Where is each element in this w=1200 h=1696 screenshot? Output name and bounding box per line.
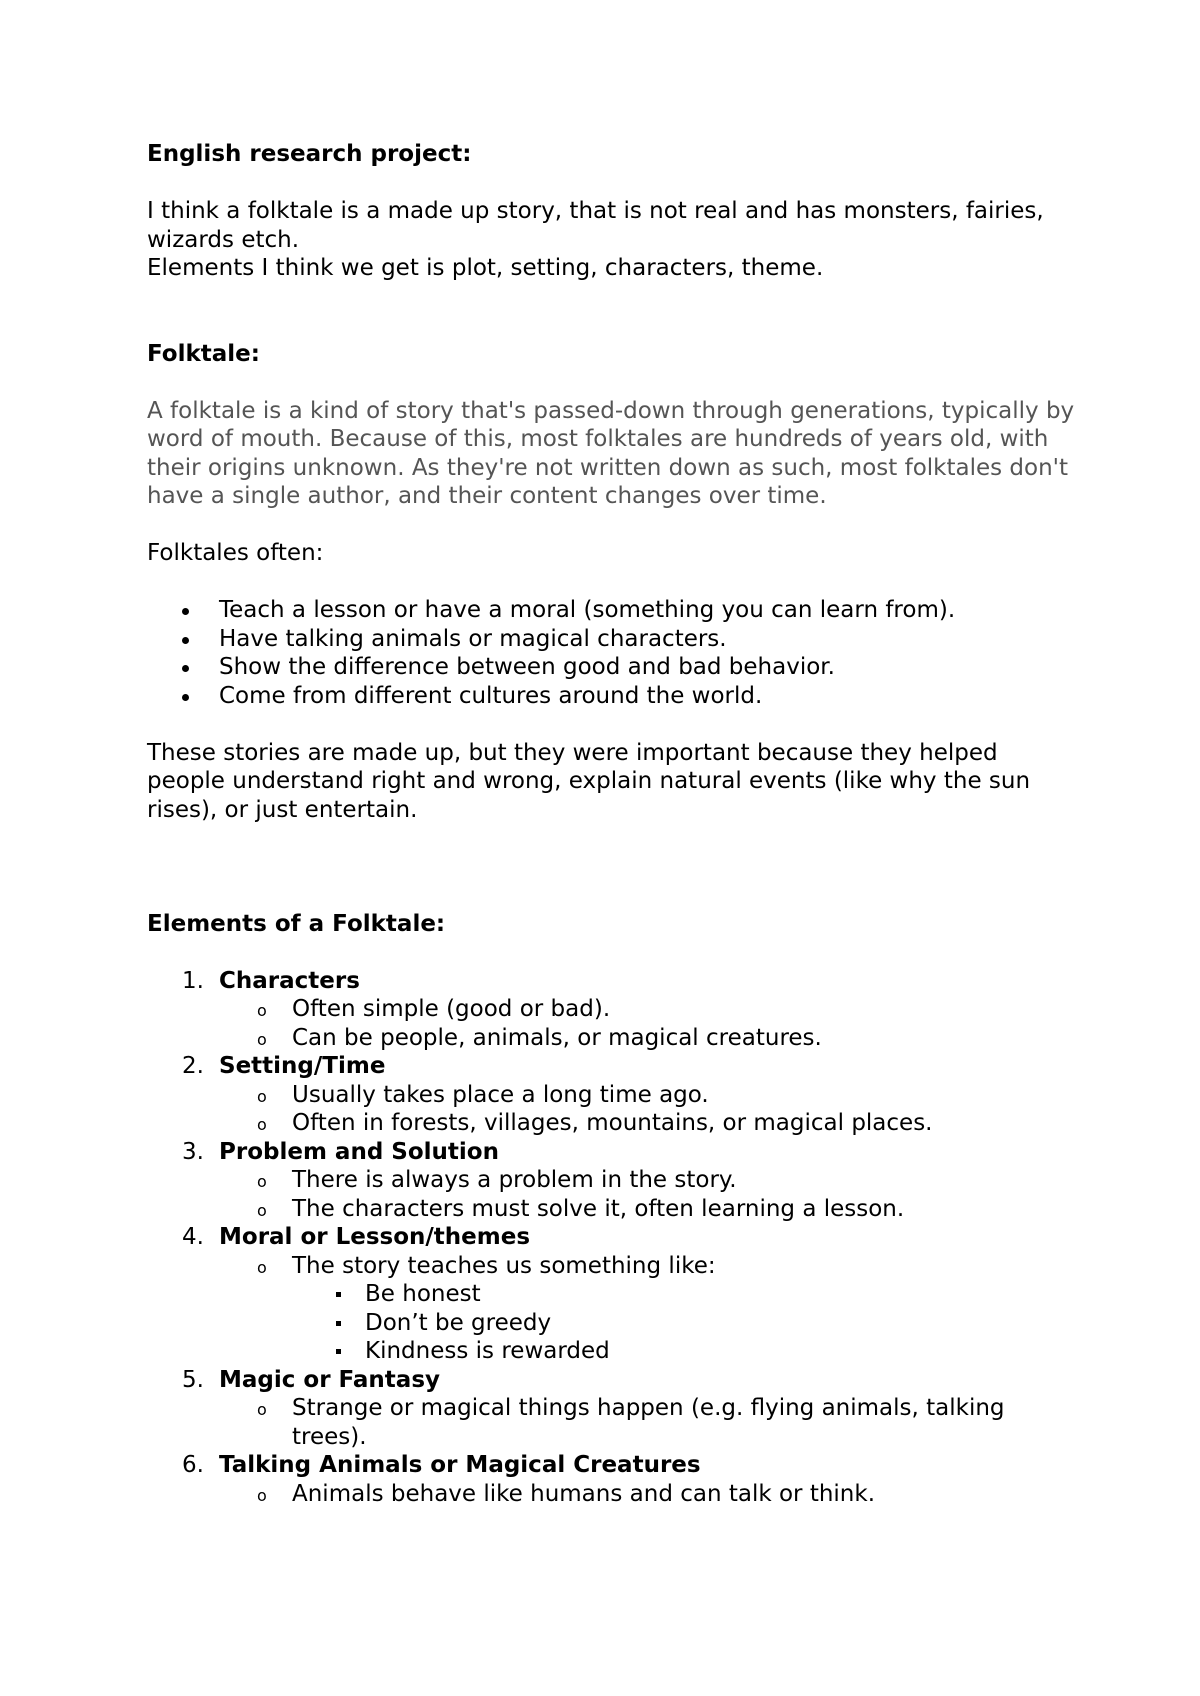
element-point [219, 1480, 1077, 1509]
list-item-text: Show the difference between good and bad behavior. [219, 654, 835, 680]
section-heading-elements: Elements of a Folktale: [147, 910, 446, 937]
bullet-icon [182, 608, 189, 615]
circle-bullet-icon: o [257, 1115, 267, 1134]
bullet-icon [182, 637, 189, 644]
often-label: Folktales often: [147, 540, 324, 566]
theme-example [292, 1309, 1077, 1338]
element-item [147, 1052, 1077, 1138]
circle-bullet-icon: o [257, 1400, 267, 1419]
element-title: Characters [219, 967, 360, 994]
element-number: 2. [182, 1053, 204, 1079]
element-point [219, 1252, 1077, 1366]
point-text: Strange or magical things happen (e.g. flying animals, talking trees). [292, 1395, 1005, 1450]
point-text: Can be people, animals, or magical creatures. [292, 1024, 822, 1051]
element-points [219, 1252, 1077, 1366]
point-text: The characters must solve it, often learning a lesson. [292, 1195, 905, 1222]
point-text: Usually takes place a long time ago. [292, 1081, 709, 1108]
folktale-definition: A folktale is a kind of story that's passed-down through generations, typically by word of mouth. Because of this, most folktales are hundreds of years old, with their origins unknown. As they're not written down as such, most folktales don't have a single author, and their content changes over time. [147, 397, 1075, 509]
point-text: Often simple (good or bad). [292, 996, 611, 1022]
document-page [147, 140, 1077, 1508]
square-bullet-icon [336, 1292, 341, 1297]
often-list [147, 596, 1077, 710]
intro-line: Elements I think we get is plot, setting, characters, theme. [147, 255, 824, 281]
page-heading: English research project: [147, 141, 472, 167]
theme-examples [292, 1280, 1077, 1366]
element-point [219, 1024, 1077, 1053]
list-item-text: Come from different cultures around the world. [219, 682, 763, 709]
summary-paragraph: These stories are made up, but they were important because they helped people understand right and wrong, explain natural events (like why the sun rises), or just entertain. [147, 739, 1031, 823]
theme-example-text: Be honest [365, 1281, 481, 1307]
element-title: Moral or Lesson/themes [219, 1224, 531, 1250]
element-number: 4. [182, 1224, 204, 1250]
bullet-icon [182, 694, 189, 701]
square-bullet-icon [336, 1321, 341, 1326]
point-text: Often in forests, villages, mountains, or magical places. [292, 1110, 933, 1136]
element-point [219, 1394, 1077, 1451]
element-item [147, 1223, 1077, 1366]
element-points [219, 995, 1077, 1052]
element-point [219, 995, 1077, 1024]
element-point [219, 1166, 1077, 1195]
point-text: The story teaches us something like: [292, 1252, 716, 1279]
bullet-icon [182, 665, 189, 672]
section-heading-folktale: Folktale: [147, 340, 260, 367]
circle-bullet-icon: o [257, 1485, 267, 1505]
list-item [147, 625, 1077, 654]
element-title: Talking Animals or Magical Creatures [219, 1452, 701, 1478]
element-number: 6. [182, 1452, 204, 1478]
element-title: Problem and Solution [219, 1138, 499, 1165]
list-item [147, 682, 1077, 711]
circle-bullet-icon: o [257, 1086, 267, 1106]
element-item [147, 967, 1077, 1053]
element-point [219, 1109, 1077, 1138]
circle-bullet-icon: o [257, 1029, 267, 1049]
element-item [147, 1366, 1077, 1452]
list-item-text: Teach a lesson or have a moral (something you can learn from). [219, 597, 956, 623]
element-points [219, 1480, 1077, 1509]
point-text: Animals behave like humans and can talk or think. [292, 1480, 876, 1507]
list-item-text: Have talking animals or magical characters. [219, 625, 727, 652]
element-title: Magic or Fantasy [219, 1366, 441, 1393]
circle-bullet-icon: o [257, 1001, 267, 1020]
theme-example [292, 1337, 1077, 1366]
point-text: There is always a problem in the story. [292, 1167, 737, 1193]
theme-example-text: Don’t be greedy [365, 1309, 552, 1336]
element-points [219, 1394, 1077, 1451]
square-bullet-icon [336, 1349, 341, 1354]
element-number: 1. [182, 967, 204, 994]
circle-bullet-icon: o [257, 1200, 267, 1220]
element-title: Setting/Time [219, 1053, 386, 1079]
intro-line: I think a folktale is a made up story, that is not real and has monsters, fairies, wizards etch. [147, 198, 1044, 253]
list-item [147, 653, 1077, 682]
element-item [147, 1451, 1077, 1508]
element-points [219, 1081, 1077, 1138]
circle-bullet-icon: o [257, 1257, 267, 1277]
element-point [219, 1081, 1077, 1110]
elements-list [147, 967, 1077, 1509]
element-points [219, 1166, 1077, 1223]
theme-example [292, 1280, 1077, 1309]
list-item [147, 596, 1077, 625]
element-number: 5. [182, 1366, 204, 1393]
element-number: 3. [182, 1138, 204, 1165]
theme-example-text: Kindness is rewarded [365, 1338, 610, 1364]
element-item [147, 1138, 1077, 1224]
element-point [219, 1195, 1077, 1224]
circle-bullet-icon: o [257, 1172, 267, 1191]
